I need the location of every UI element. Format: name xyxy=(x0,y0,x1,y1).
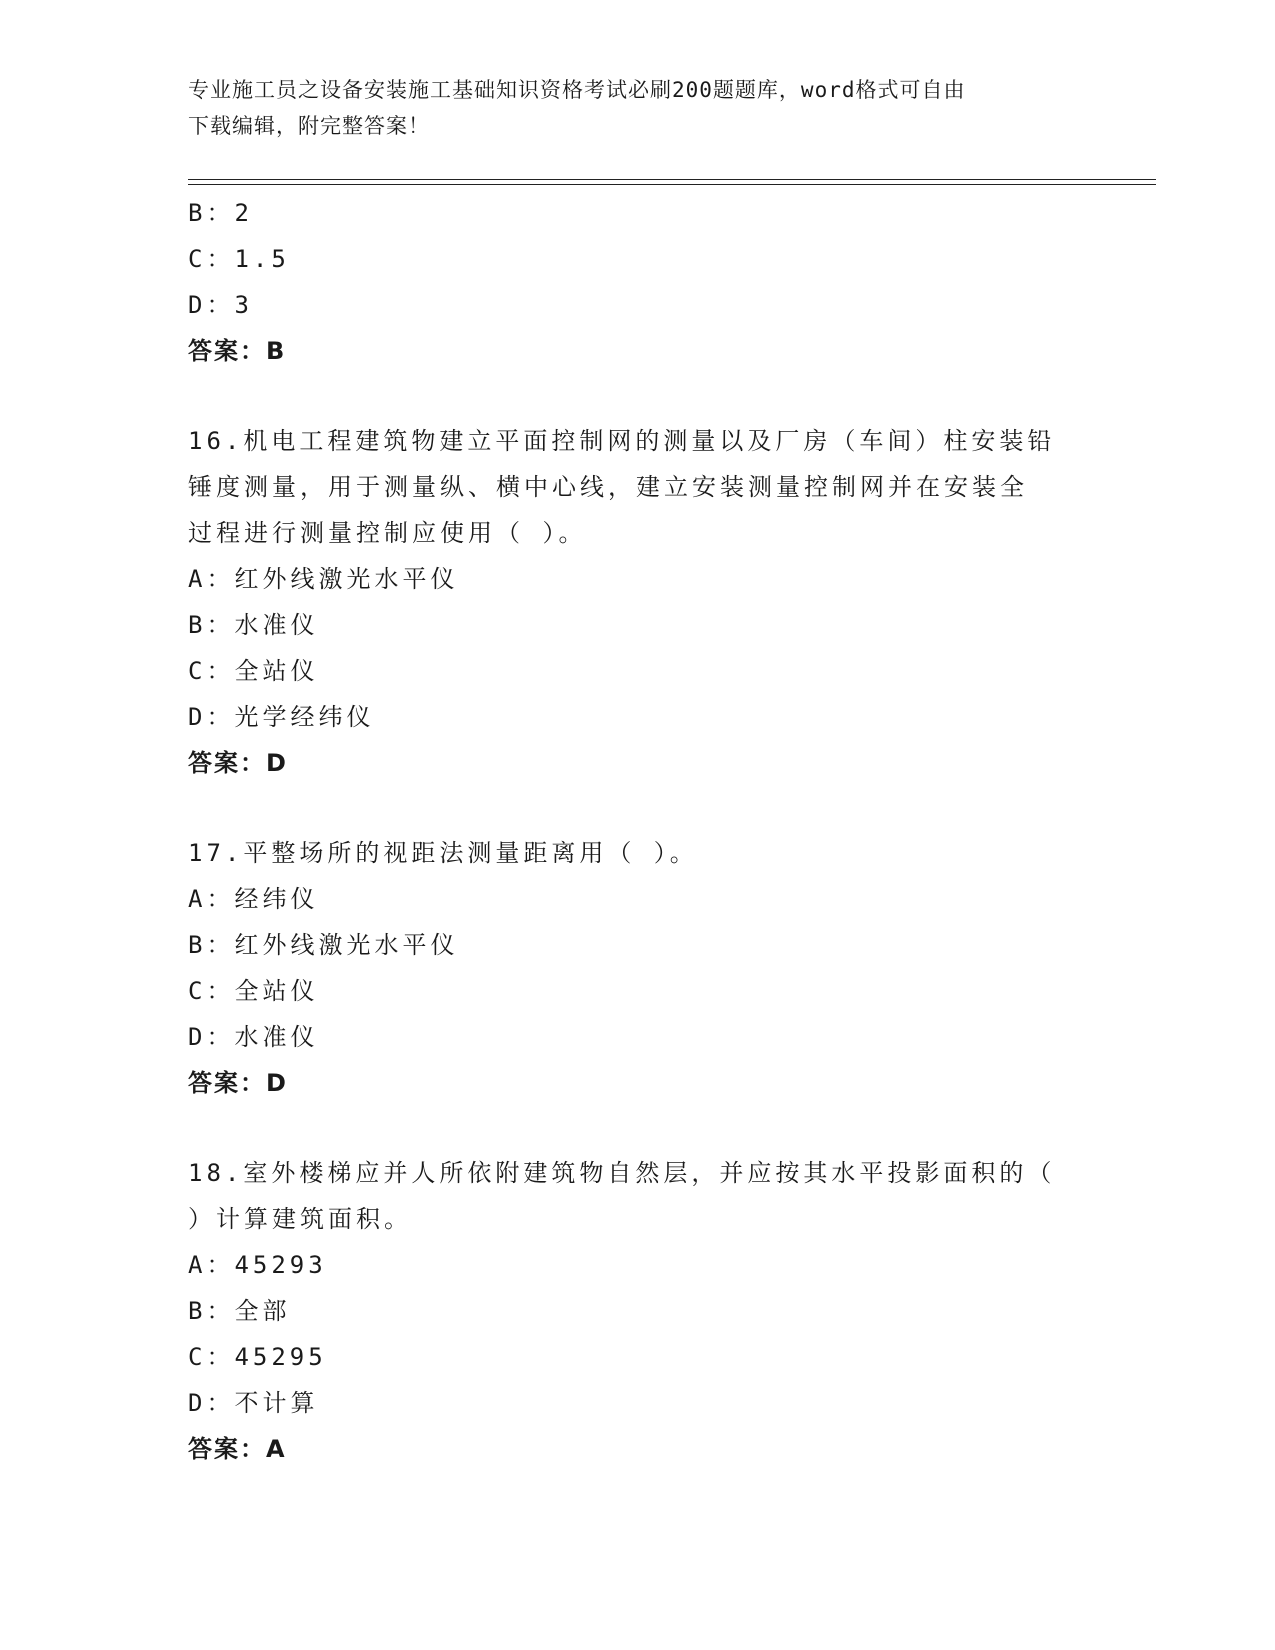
option-text: 全站仪 xyxy=(234,977,319,1005)
option-d xyxy=(188,694,1088,740)
question-stem-line: 17.平整场所的视距法测量距离用（ ）。 xyxy=(188,839,698,867)
option-a xyxy=(188,876,1088,922)
header-divider-bottom xyxy=(188,184,1156,185)
option-b xyxy=(188,1288,1088,1334)
option-label: C： xyxy=(188,245,235,273)
answer-line: 答案：D xyxy=(188,749,288,777)
option-text: 水准仪 xyxy=(234,1023,319,1051)
option-text: 全站仪 xyxy=(234,657,319,685)
document-header xyxy=(188,72,1088,144)
question-16 xyxy=(188,418,1088,786)
option-text: 2 xyxy=(234,199,253,227)
answer-line: 答案：A xyxy=(188,1435,287,1463)
option-label: C： xyxy=(188,1343,235,1371)
answer-line: 答案：D xyxy=(188,1069,288,1097)
option-label: C： xyxy=(188,657,235,685)
option-text: 1.5 xyxy=(234,245,290,273)
option-text: 不计算 xyxy=(234,1389,319,1417)
option-c xyxy=(188,968,1088,1014)
option-label: B： xyxy=(188,1297,235,1325)
option-d xyxy=(188,1380,1088,1426)
option-b xyxy=(188,922,1088,968)
option-text: 光学经纬仪 xyxy=(234,703,375,731)
option-a xyxy=(188,556,1088,602)
option-label: B： xyxy=(188,611,235,639)
question-stem-line: 锤度测量，用于测量纵、横中心线，建立安装测量控制网并在安装全 xyxy=(188,473,1028,501)
option-a xyxy=(188,1242,1088,1288)
option-label: B： xyxy=(188,199,235,227)
option-label: A： xyxy=(188,565,235,593)
option-d xyxy=(188,282,1088,328)
option-c xyxy=(188,1334,1088,1380)
option-label: D： xyxy=(188,703,235,731)
option-label: A： xyxy=(188,1251,235,1279)
option-d xyxy=(188,1014,1088,1060)
header-divider-top xyxy=(188,179,1156,180)
option-b xyxy=(188,602,1088,648)
option-text: 红外线激光水平仪 xyxy=(234,565,459,593)
option-text: 水准仪 xyxy=(234,611,319,639)
option-text: 全部 xyxy=(234,1297,291,1325)
option-b xyxy=(188,190,1088,236)
option-text: 45295 xyxy=(234,1343,327,1371)
option-label: D： xyxy=(188,1023,235,1051)
option-label: C： xyxy=(188,977,235,1005)
question-stem-line: 过程进行测量控制应使用（ ）。 xyxy=(188,519,587,547)
question-stem-line: 16.机电工程建筑物建立平面控制网的测量以及厂房（车间）柱安装铅 xyxy=(188,427,1056,455)
option-c xyxy=(188,648,1088,694)
question-stem-line: 18.室外楼梯应并人所依附建筑物自然层，并应按其水平投影面积的（ xyxy=(188,1159,1056,1187)
option-label: D： xyxy=(188,1389,235,1417)
partial-question xyxy=(188,190,1088,374)
answer-line: 答案：B xyxy=(188,337,287,365)
option-label: D： xyxy=(188,291,235,319)
option-text: 经纬仪 xyxy=(234,885,319,913)
document-body xyxy=(188,190,1088,1472)
option-label: B： xyxy=(188,931,235,959)
question-17 xyxy=(188,830,1088,1106)
option-text: 45293 xyxy=(234,1251,327,1279)
option-text: 3 xyxy=(234,291,253,319)
header-title-line-2: 下载编辑，附完整答案！ xyxy=(188,114,430,138)
question-stem-line: ）计算建筑面积。 xyxy=(188,1205,412,1233)
header-title-line-1: 专业施工员之设备安装施工基础知识资格考试必刷200题题库，word格式可自由 xyxy=(188,78,966,102)
option-label: A： xyxy=(188,885,235,913)
option-c xyxy=(188,236,1088,282)
question-18 xyxy=(188,1150,1088,1472)
option-text: 红外线激光水平仪 xyxy=(234,931,459,959)
